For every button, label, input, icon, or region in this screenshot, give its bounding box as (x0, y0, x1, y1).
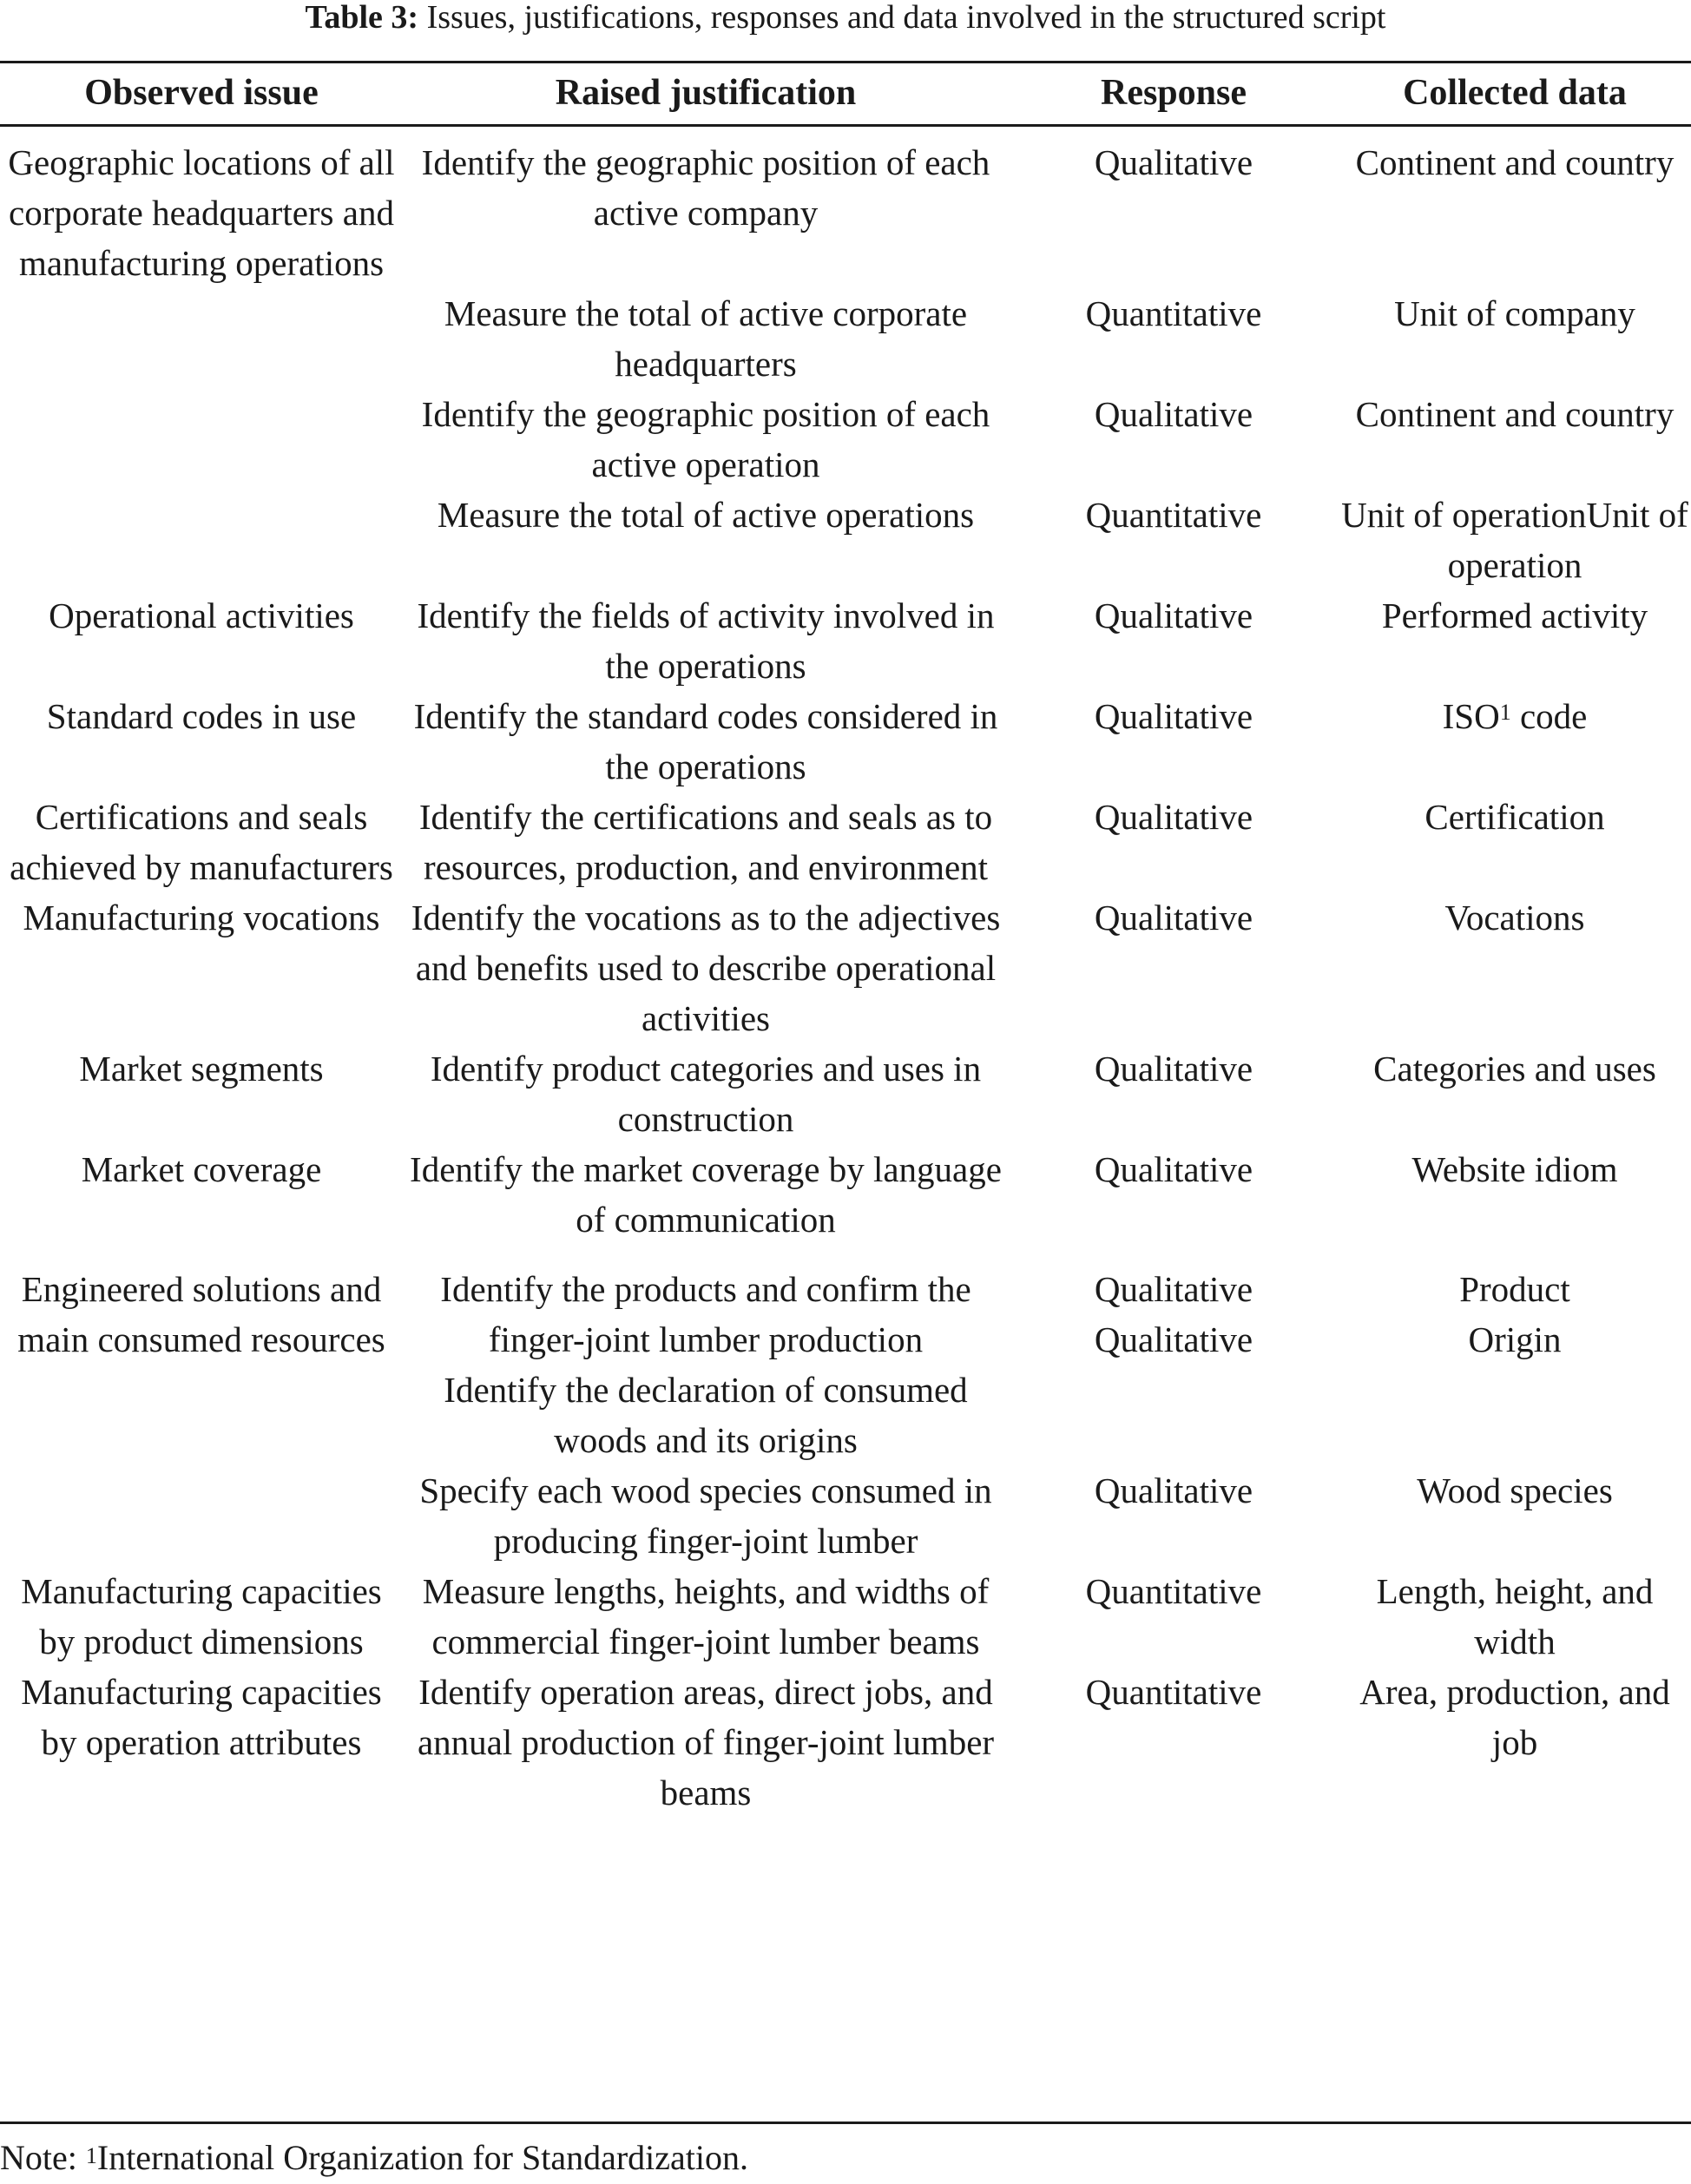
justification-cell: Identify the fields of activity involved in the operations (417, 595, 995, 686)
header-raised-justification: Raised justification (555, 73, 857, 113)
response-cell: Quantitative (1085, 495, 1262, 535)
issue-cell: Manufacturing vocations (23, 898, 380, 937)
response-cell: Qualitative (1094, 394, 1253, 434)
issue-cell: Geographic locations of all corporate headquarters and manufacturing operations (8, 142, 395, 283)
data-cell (1339, 691, 1691, 792)
issue-cell: Operational activities (49, 595, 354, 635)
data-cell: Unit of operationUnit of operation (1341, 495, 1688, 585)
justification-cell: Identify the standard codes considered in the operations (413, 696, 998, 786)
caption-text: Issues, justifications, responses and data involved in the structured script (426, 0, 1386, 36)
response-cell: Qualitative (1094, 1149, 1253, 1189)
data-cell: Vocations (1444, 898, 1585, 937)
justification-cell: Measure the total of active operations (437, 495, 975, 535)
table-footnote (0, 2134, 748, 2182)
data-cell: Certification (1425, 797, 1605, 837)
data-line: Origin (1468, 1319, 1562, 1359)
justification-cell: Identify the geographic position of each active company (421, 142, 990, 233)
response-cell: Qualitative (1094, 696, 1253, 736)
justification-cell (403, 1245, 1009, 1465)
header-observed-issue: Observed issue (84, 73, 319, 113)
issue-cell: Market segments (79, 1049, 324, 1089)
table-row (0, 892, 1691, 1043)
response-line: Qualitative (1094, 1319, 1253, 1359)
data-cell: Continent and country (1355, 142, 1675, 182)
footnote-marker: 1 (85, 2143, 97, 2168)
header-row (0, 62, 1691, 130)
table-row (0, 1566, 1691, 1667)
data-cell (1339, 1245, 1691, 1465)
justification-cell: Measure the total of active corporate headquarters (444, 293, 968, 384)
caption-label: Table 3: (305, 0, 419, 36)
issue-cell: Market coverage (81, 1149, 322, 1189)
justification-cell: Identify the certifications and seals as to resources, production, and environment (418, 797, 993, 887)
data-cell: Unit of company (1394, 293, 1635, 333)
table-row (0, 1245, 1691, 1465)
note-prefix: Note: (0, 2138, 86, 2177)
issue-cell: Standard codes in use (46, 696, 357, 736)
header-response: Response (1100, 73, 1247, 113)
issue-cell: Certifications and seals achieved by manufacturers (10, 797, 393, 887)
data-cell: Length, height, and width (1376, 1571, 1654, 1661)
issues-table (0, 62, 1691, 1818)
justification-cell: Measure lengths, heights, and widths of commercial finger-joint lumber beams (422, 1571, 990, 1661)
code-text: code (1510, 696, 1588, 736)
table-row (0, 792, 1691, 892)
response-cell: Qualitative (1094, 797, 1253, 837)
justification-cell: Identify operation areas, direct jobs, and annual production of finger-joint lumber beams (417, 1672, 995, 1812)
data-cell: Continent and country (1355, 394, 1675, 434)
table-row (0, 490, 1691, 590)
bottom-rule (0, 2122, 1691, 2124)
response-cell: Quantitative (1085, 1571, 1262, 1611)
issue-cell (0, 389, 403, 490)
footnote-marker: 1 (1499, 700, 1511, 725)
table-row (0, 1144, 1691, 1245)
justification-cell: Identify the geographic position of each active operation (421, 394, 990, 484)
table-row (0, 288, 1691, 389)
table-row (0, 590, 1691, 691)
table-row (0, 691, 1691, 792)
response-cell: Qualitative (1094, 898, 1253, 937)
response-cell: Quantitative (1085, 1672, 1262, 1712)
table-row (0, 1465, 1691, 1566)
justification-line: Identify the products and confirm the finger-joint lumber production (440, 1269, 971, 1359)
data-cell: Categories and uses (1373, 1049, 1656, 1089)
table-row (0, 1667, 1691, 1818)
data-cell: Website idiom (1411, 1149, 1618, 1189)
response-cell: Qualitative (1094, 595, 1253, 635)
response-line: Qualitative (1094, 1269, 1253, 1309)
response-cell: Quantitative (1085, 293, 1262, 333)
response-cell (1009, 1245, 1339, 1465)
header-collected-data: Collected data (1403, 73, 1627, 113)
table-caption (0, 0, 1691, 35)
issue-cell: Manufacturing capacities by product dimensions (21, 1571, 382, 1661)
issue-cell: Manufacturing capacities by operation attributes (21, 1672, 382, 1762)
justification-line: Identify the declaration of consumed woods and its origins (444, 1370, 968, 1460)
iso-text: ISO (1442, 696, 1500, 736)
data-line: Product (1459, 1269, 1570, 1309)
response-cell: Qualitative (1094, 1470, 1253, 1510)
justification-cell: Identify the vocations as to the adjectives and benefits used to describe operational activities (411, 898, 1001, 1038)
response-cell: Qualitative (1094, 1049, 1253, 1089)
note-text: International Organization for Standardization. (96, 2138, 748, 2177)
justification-cell: Identify product categories and uses in construction (430, 1049, 982, 1139)
table-row (0, 1043, 1691, 1144)
data-cell: Area, production, and job (1359, 1672, 1670, 1762)
issue-cell (0, 1465, 403, 1566)
data-cell: Wood species (1417, 1470, 1613, 1510)
issue-cell: Engineered solutions and main consumed resources (17, 1269, 385, 1359)
justification-cell: Identify the market coverage by language of communication (410, 1149, 1002, 1240)
issue-cell (0, 288, 403, 389)
table-row (0, 389, 1691, 490)
table-row (0, 130, 1691, 288)
issue-cell (0, 490, 403, 590)
response-cell: Qualitative (1094, 142, 1253, 182)
data-cell: Performed activity (1381, 595, 1648, 635)
justification-cell: Specify each wood species consumed in producing finger-joint lumber (419, 1470, 992, 1561)
